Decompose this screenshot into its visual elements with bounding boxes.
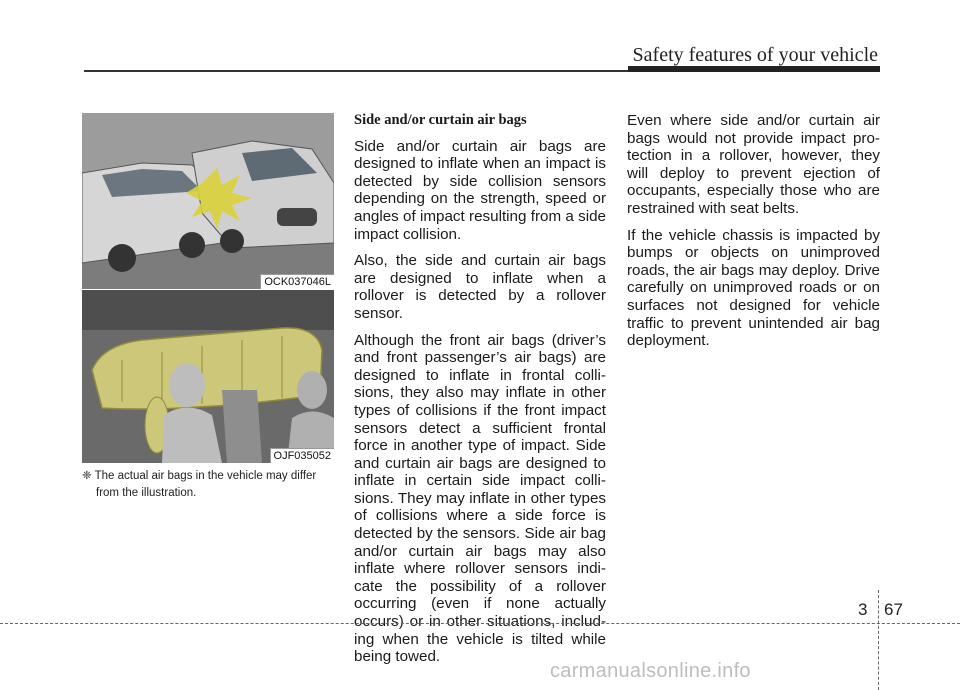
figure-curtain-airbag [82,290,334,463]
paragraph: Even where side and/or curtain air bags would not provide impact pro-tection in a rollover, however, they will deploy to prevent ejection of occupants, especially those who are restrained with seat belts. [627,112,880,217]
illustration-note [82,468,342,502]
paragraph: Side and/or curtain air bags are designed to inflate when an impact is detected by side collision sensors depending on the strength, speed or angles of impact resulting from a side impact collision. [354,137,606,243]
footer-rule [0,623,960,624]
figure-code: OCK037046L [260,274,334,289]
paragraph: If the vehicle chassis is impacted by bumps or objects on unimproved roads, the air bags may deploy. Drive carefully on unimproved roads or on surfaces not designed for vehicle traffic to prevent unintended air bag deployment. [627,226,880,350]
curtain-airbag-illustration [82,290,334,463]
chapter-number: 3 [858,600,868,619]
column-3 [627,112,880,359]
paragraph: Also, the side and curtain air bags are designed to inflate when a rollover is detected by a rollover sensor. [354,252,606,322]
header-rule-accent [628,66,880,72]
note-symbol: ❈ [82,470,92,482]
footer-divider [878,590,879,690]
figure-side-impact [82,113,334,289]
paragraph: Although the front air bags (driver’s and front passenger’s air bags) are designed to inflate in frontal colli-sions, they also may inflate in other types of collisions if the front impact sensors detect a sufficient frontal force in another type of impact. Side and curtain air bags are designed to inflate in certain side impact colli-sions. They may inflate in other types of collisions where a side force is detected by the sensors. Side air bag and/or curtain air bags may also inflate where rollover sensors indi-cate the possibility of a rollover occurring (even if none actually occurs) or in other situations, includ-ing when the vehicle is tilted while being towed. [354,331,606,666]
page-number: 67 [884,600,903,619]
watermark: carmanualsonline.info [550,660,751,682]
section-heading: Side and/or curtain air bags [354,112,527,128]
side-impact-airbag-illustration [82,113,334,289]
note-line-1: The actual air bags in the vehicle may differ [94,470,317,482]
header-title: Safety features of your vehicle [632,44,878,66]
column-2 [354,112,606,675]
note-line-2: from the illustration. [96,487,197,499]
figure-code: OJF035052 [270,448,334,463]
